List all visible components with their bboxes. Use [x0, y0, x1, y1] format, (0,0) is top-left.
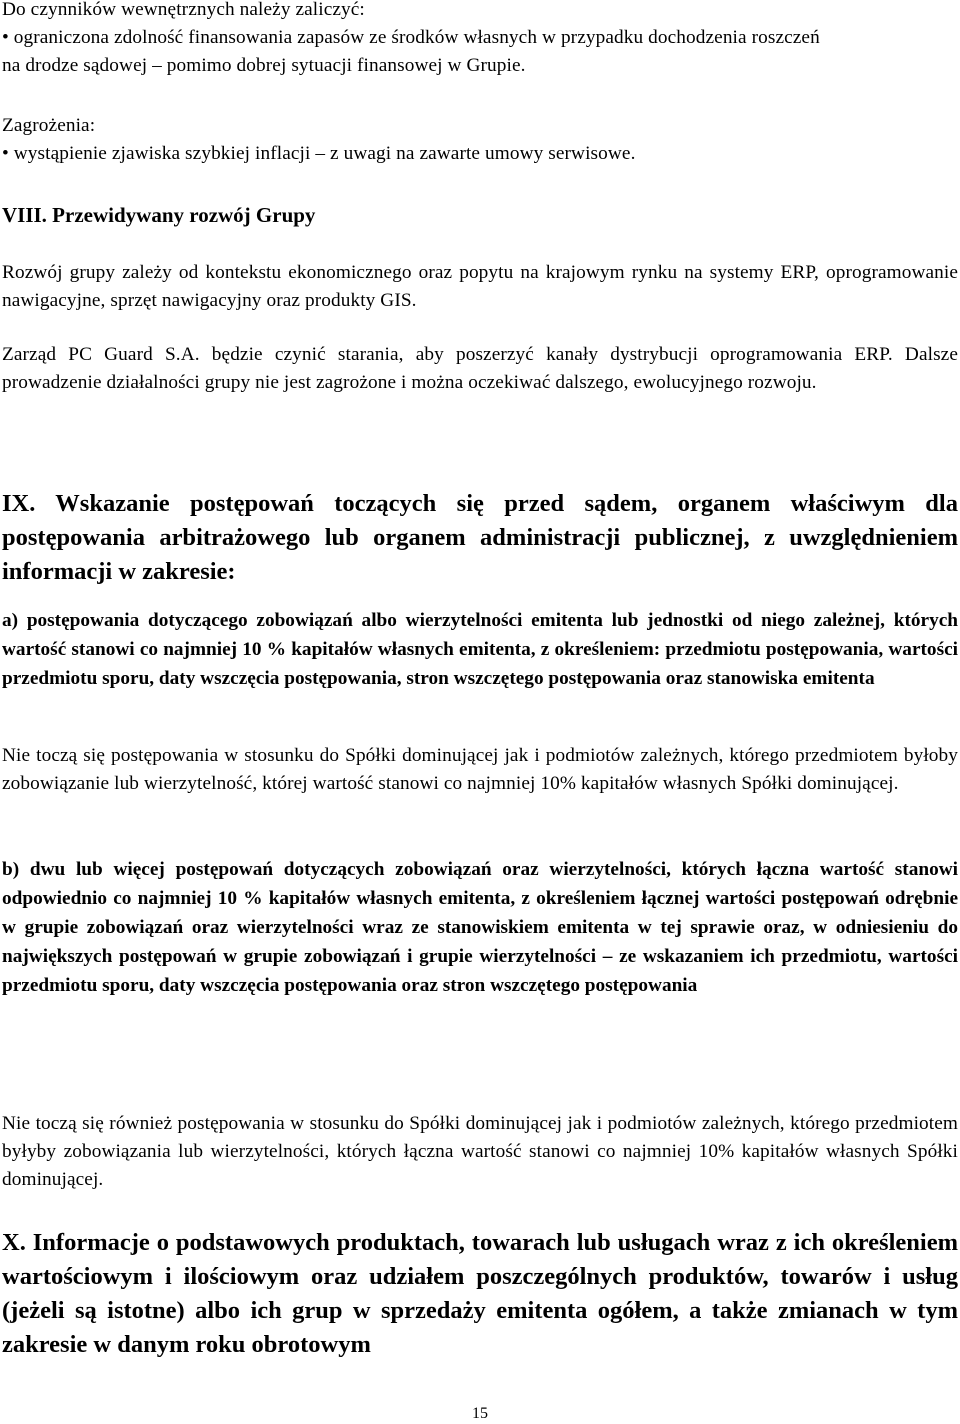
- item-b-text: Nie toczą się również postępowania w stosunku do Spółki dominującej jak i podmiotów zależnych, którego przedmiotem byłyby zobowiązania lub wierzytelności, których łączna wartość stanowi co najmniej 10% kapitałów własnych Spółki dominującej.: [2, 1113, 958, 1190]
- page-number: 15: [472, 1405, 488, 1422]
- item-a-text: Nie toczą się postępowania w stosunku do Spółki dominującej jak i podmiotów zależnych, którego przedmiotem byłoby zobowiązanie lub wierzytelność, której wartość stanowi co najmniej 10% kapitałów własnych Spółki dominującej.: [2, 745, 958, 794]
- threats-heading: Zagrożenia:: [2, 115, 96, 136]
- item-b-heading: b) dwu lub więcej postępowań dotyczących zobowiązań oraz wierzytelności, których łączna wartość stanowi odpowiednio co najmniej 10 % kapitałów własnych emitenta, z określeniem łącznej wartości postępowań odrębnie w grupie zobowiązań oraz wierzytelności wraz ze stanowiskiem emitenta w tej sprawie oraz, w odniesieniu do największych postępowań w grupie zobowiązań i grupie wierzytelności – ze wskazaniem ich przedmiotu, wartości przedmiotu sporu, daty wszczęcia postępowania oraz stron wszczętego postępowania: [2, 859, 958, 996]
- section-viii-paragraph-1: Rozwój grupy zależy od kontekstu ekonomicznego oraz popytu na krajowym rynku na systemy ERP, oprogramowanie nawigacyjne, sprzęt nawigacyjny oraz produkty GIS.: [2, 262, 958, 311]
- section-viii-heading: VIII. Przewidywany rozwój Grupy: [2, 203, 316, 227]
- internal-factors-bullet: • ograniczona zdolność finansowania zapasów ze środków własnych w przypadku dochodzenia roszczeń na drodze sądowej – pomimo dobrej sytuacji finansowej w Grupie.: [2, 27, 820, 76]
- section-viii-paragraph-2: Zarząd PC Guard S.A. będzie czynić starania, aby poszerzyć kanały dystrybucji oprogramowania ERP. Dalsze prowadzenie działalności grupy nie jest zagrożone i można oczekiwać dalszego, ewolucyjnego rozwoju.: [2, 344, 958, 393]
- item-a-heading: a) postępowania dotyczącego zobowiązań albo wierzytelności emitenta lub jednostki od niego zależnej, których wartość stanowi co najmniej 10 % kapitałów własnych emitenta, z określeniem: przedmiotu postępowania, wartości przedmiotu sporu, daty wszczęcia postępowania, stron wszczętego postępowania oraz stanowiska emitenta: [2, 610, 958, 689]
- threats-bullet: • wystąpienie zjawiska szybkiej inflacji – z uwagi na zawarte umowy serwisowe.: [2, 143, 636, 164]
- internal-factors-heading: Do czynników wewnętrznych należy zaliczyć:: [2, 0, 365, 20]
- section-ix-heading: IX. Wskazanie postępowań toczących się przed sądem, organem właściwym dla postępowania arbitrażowego lub organem administracji publicznej, z uwzględnieniem informacji w zakresie:: [2, 490, 958, 585]
- section-x-heading: X. Informacje o podstawowych produktach, towarach lub usługach wraz z ich określeniem wartościowym i ilościowym oraz udziałem poszczególnych produktów, towarów i usług (jeżeli są istotne) albo ich grup w sprzedaży emitenta ogółem, a także zmianach w tym zakresie w danym roku obrotowym: [2, 1229, 958, 1358]
